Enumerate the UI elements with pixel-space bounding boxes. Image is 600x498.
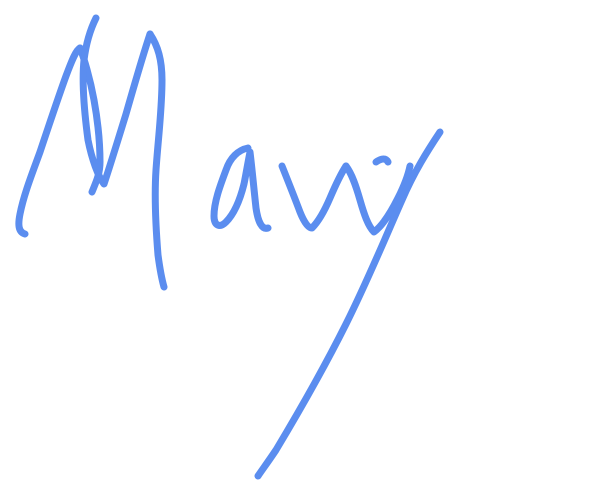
signature-letter-v-stroke xyxy=(282,166,346,228)
signature-letter-m-right-stem xyxy=(150,34,164,287)
signature-letter-a-stroke xyxy=(214,148,268,228)
signature-letter-m-stroke xyxy=(19,48,80,234)
